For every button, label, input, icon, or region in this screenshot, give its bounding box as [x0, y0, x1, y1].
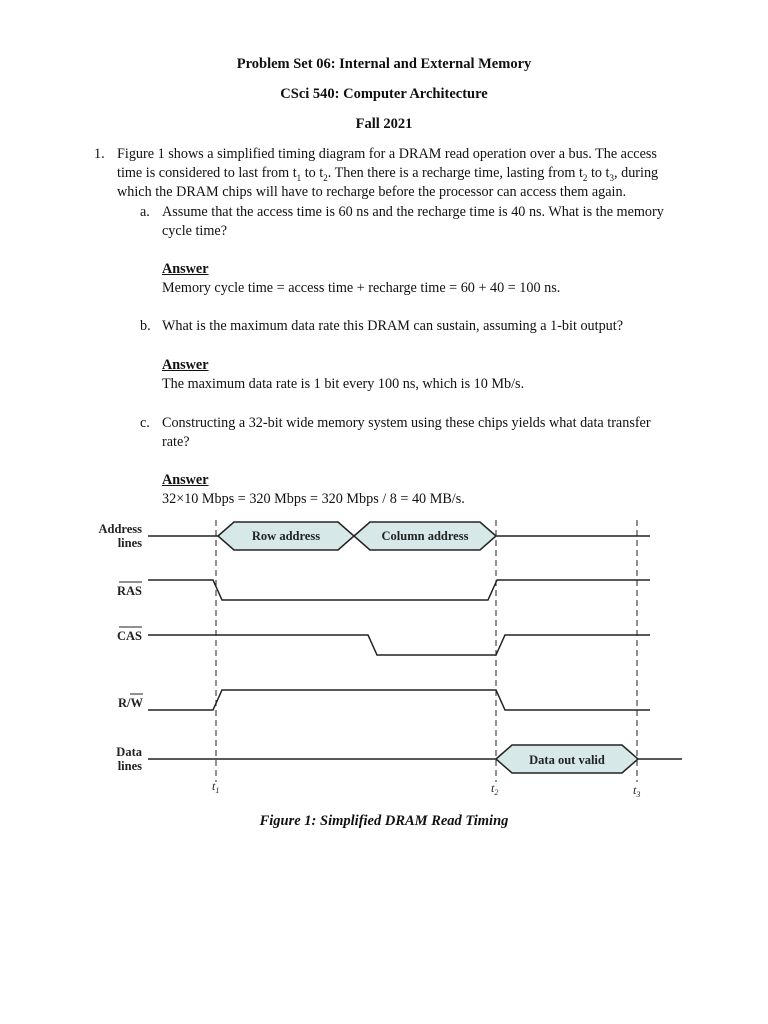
- term: Fall 2021: [355, 116, 413, 132]
- answer-text: Memory cycle time = access time + recharge time = 60 + 40 = 100 ns.: [162, 280, 561, 296]
- subquestion-label: b.: [140, 318, 151, 334]
- subquestion-text: cycle time?: [162, 223, 227, 239]
- row-address-label: Row address: [251, 529, 321, 543]
- data-out-valid-label: Data out valid: [529, 753, 605, 767]
- cas-waveform: [148, 635, 650, 655]
- t2-label: $t_2$: [491, 781, 499, 797]
- subquestion-text: rate?: [162, 434, 190, 450]
- answer-heading: Answer: [162, 357, 209, 373]
- subquestion-text: Assume that the access time is 60 ns and the recharge time is 40 ns. What is the memory: [162, 204, 664, 220]
- address-lines-label: Address: [98, 522, 142, 536]
- subquestion-label: c.: [140, 415, 150, 431]
- answer-text: The maximum data rate is 1 bit every 100 ns, which is 10 Mb/s.: [162, 376, 525, 392]
- question-number: 1.: [94, 146, 105, 162]
- subquestion-text: Constructing a 32-bit wide memory system using these chips yields what data transfer: [162, 415, 651, 431]
- data-lines-label: lines: [117, 759, 142, 773]
- course-title: CSci 540: Computer Architecture: [280, 86, 488, 102]
- answer-heading: Answer: [162, 261, 209, 277]
- subquestion-label: a.: [140, 204, 150, 220]
- ras-waveform: [148, 580, 650, 600]
- t1-label: $t_1$: [212, 779, 220, 795]
- question-text-line: time is considered to last from $t_1$ to $t_2$. Then there is a recharge time, lasting from $t_2$ to $t_3$, during: [117, 165, 659, 183]
- question-text-line: which the DRAM chips will have to recharge before the processor can access them again.: [117, 184, 627, 200]
- column-address-label: Column address: [381, 529, 469, 543]
- rw-waveform: [148, 690, 650, 710]
- answer-heading: Answer: [162, 472, 209, 488]
- subquestion-text: What is the maximum data rate this DRAM can sustain, assuming a 1-bit output?: [162, 318, 624, 334]
- answer-text: 32×10 Mbps = 320 Mbps = 320 Mbps / 8 = 40 MB/s.: [162, 491, 465, 507]
- cas-label: CAS: [116, 629, 142, 643]
- rw-label: R/W: [118, 696, 143, 710]
- address-lines-label: lines: [117, 536, 142, 550]
- timing-diagram: [0, 510, 768, 810]
- document-title: Problem Set 06: Internal and External Memory: [236, 56, 532, 72]
- ras-label: RAS: [116, 584, 142, 598]
- figure-caption: Figure 1: Simplified DRAM Read Timing: [259, 813, 509, 829]
- question-text-line: Figure 1 shows a simplified timing diagram for a DRAM read operation over a bus. The access: [117, 146, 657, 162]
- data-lines-label: Data: [116, 745, 142, 759]
- t3-label: $t_3$: [633, 783, 641, 799]
